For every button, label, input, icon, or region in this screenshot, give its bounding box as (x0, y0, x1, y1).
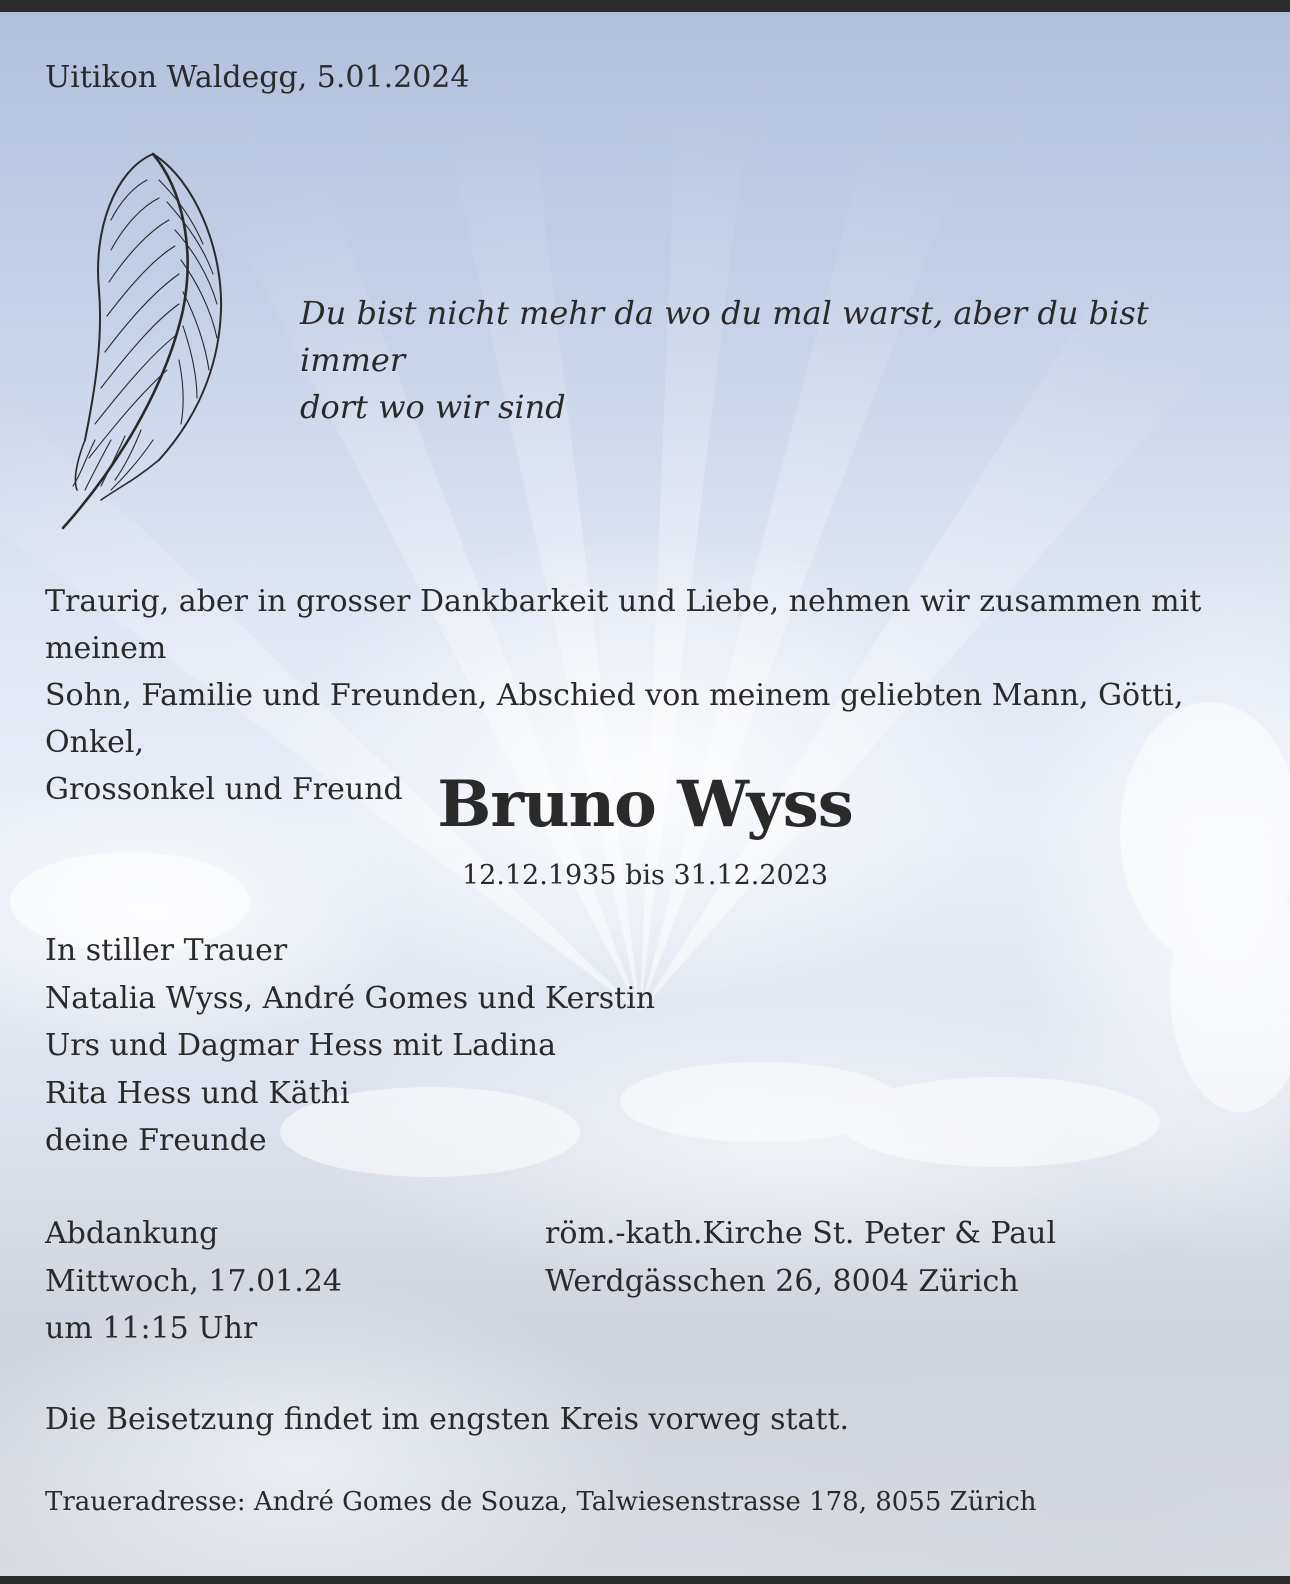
life-dates: 12.12.1935 bis 31.12.2023 (461, 860, 829, 891)
church-address: Werdgässchen 26, 8004 Zürich (545, 1263, 1019, 1299)
ceremony-details (45, 1210, 342, 1353)
intro-line-2: Sohn, Familie und Freunden, Abschied von meinem geliebten Mann, Götti, Onkel, (45, 678, 1184, 760)
mourners-line: Rita Hess und Käthi (45, 1075, 350, 1111)
ceremony-location (545, 1210, 1056, 1305)
mourners-line: deine Freunde (45, 1123, 267, 1158)
mourners-line: Natalia Wyss, André Gomes und Kerstin (45, 980, 656, 1016)
quote-line-2: dort wo wir sind (300, 388, 566, 426)
mourners-list (45, 927, 655, 1165)
quote-line-1: Du bist nicht mehr da wo du mal warst, aber du bist immer (300, 294, 1149, 379)
ceremony-day: Mittwoch, 17.01.24 (45, 1263, 342, 1299)
mourners-line: Urs und Dagmar Hess mit Ladina (45, 1028, 556, 1063)
deceased-name: Bruno Wyss (437, 767, 853, 842)
church-name: röm.-kath.Kirche St. Peter & Paul (545, 1216, 1057, 1251)
place-and-date: Uitikon Waldegg, 5.01.2024 (45, 60, 470, 95)
ceremony-time: um 11:15 Uhr (45, 1311, 258, 1346)
memorial-quote (300, 290, 1250, 431)
intro-line-3: Grossonkel und Freund (45, 772, 403, 807)
mourners-line: In stiller Trauer (45, 933, 288, 968)
obituary-card (0, 12, 1290, 1576)
ceremony-title: Abdankung (45, 1216, 219, 1251)
burial-note: Die Beisetzung findet im engsten Kreis vorweg statt. (45, 1402, 850, 1437)
intro-line-1: Traurig, aber in grosser Dankbarkeit und Liebe, nehmen wir zusammen mit meinem (45, 584, 1202, 666)
mourning-address: Traueradresse: André Gomes de Souza, Talwiesenstrasse 178, 8055 Zürich (45, 1487, 1037, 1517)
top-frame-bar (0, 0, 1290, 12)
feather-icon (55, 140, 235, 540)
bottom-frame-bar (0, 1576, 1290, 1584)
